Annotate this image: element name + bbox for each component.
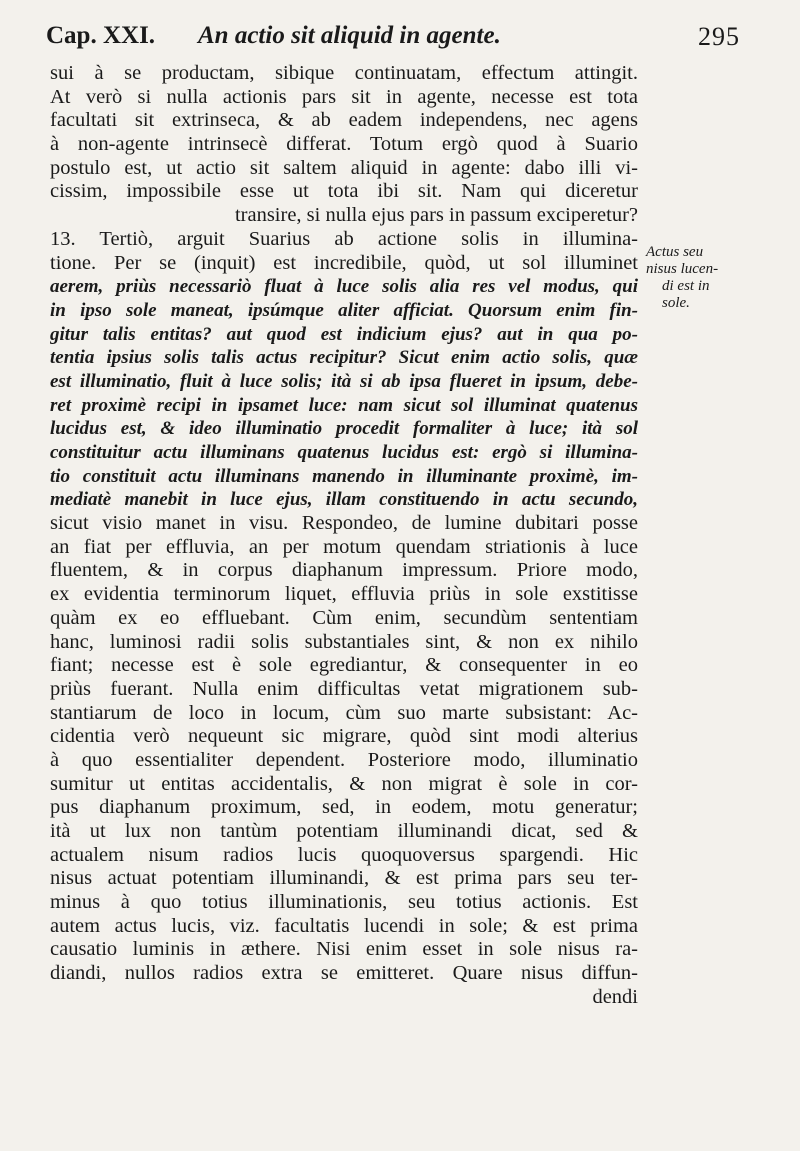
running-header	[46, 22, 740, 62]
text-line: gitur talis entitas? aut quod est indicium ejus? aut in qua po-	[50, 323, 638, 345]
text-line: tentia ipsius solis talis actus recipitur? Sicut enim actio solis, quæ	[50, 347, 638, 369]
text-line: actualem nisum radios lucis quoquoversus spargendi. Hic	[50, 843, 638, 866]
text-line: hanc, luminosi radii solis substantiales sint, & non ex nihilo	[50, 630, 638, 653]
text-line: stantiarum de loco in locum, cùm suo marte subsistant: Ac-	[50, 701, 638, 724]
text-line: tio constituit actu illuminans manendo in illuminante proximè, im-	[50, 465, 638, 487]
text-line: transire, si nulla ejus pars in passum exciperetur?	[234, 204, 638, 227]
text-line: diandi, nullos radios extra se emitteret. Quare nisus diffun-	[50, 962, 638, 985]
text-line: dendi	[592, 985, 638, 1008]
text-line: est illuminatio, fluit à luce solis; ità si ab ipsa flueret in ipsum, debe-	[50, 370, 638, 392]
text-line: causatio luminis in æthere. Nisi enim esset in sole nisus ra-	[50, 938, 638, 961]
body-text	[50, 62, 638, 1010]
text-line: ex evidentia terminorum liquet, effluvia priùs in sole exstitisse	[50, 583, 638, 606]
text-line: fiant; necesse est è sole egrediantur, & consequenter in eo	[50, 654, 638, 677]
text-line: 13. Tertiò, arguit Suarius ab actione solis in illumina-	[50, 227, 638, 250]
margin-note-line: Actus seu	[646, 244, 704, 260]
text-line: sicut visio manet in visu. Respondeo, de lumine dubitari posse	[50, 512, 638, 535]
text-line: in ipso sole maneat, ipsúmque aliter afficiat. Quorsum enim fin-	[50, 299, 638, 321]
text-line: quàm ex eo effluebant. Cùm enim, secundùm sententiam	[50, 606, 638, 629]
margin-note	[646, 244, 726, 312]
text-line: autem actus lucis, viz. facultatis lucendi in sole; & est prima	[50, 914, 638, 937]
text-line: an fiat per effluvia, an per motum quendam striationis à luce	[50, 535, 638, 558]
margin-note-line: nisus lucen-	[646, 261, 719, 277]
text-line: nisus actuat potentiam illuminandi, & est prima pars seu ter-	[50, 867, 638, 890]
text-line: tione. Per se (inquit) est incredibile, quòd, ut sol illuminet	[50, 251, 638, 274]
text-line: minus à quo totius illuminationis, seu totius actionis. Est	[50, 891, 638, 914]
text-line: constituitur actu illuminans quatenus lucidus est: ergò si illumina-	[50, 442, 638, 463]
text-line: pus diaphanum proximum, sed, in eodem, motu generatur;	[50, 796, 638, 819]
text-line: At verò si nulla actionis pars sit in agente, necesse est tota	[50, 85, 638, 108]
text-line: lucidus est, & ideo illuminatio procedit formaliter à luce; ità sol	[50, 418, 638, 440]
text-line: ità ut lux non tantùm potentiam illuminandi dicat, sed &	[50, 820, 638, 842]
text-line: sumitur ut entitas accidentalis, & non migrat è sole in cor-	[50, 772, 638, 795]
chapter-label: Cap. XXI.	[46, 22, 156, 49]
running-title: An actio sit aliquid in agente.	[198, 22, 501, 49]
text-line: à non-agente intrinsecè differat. Totum ergò quod à Suario	[50, 133, 638, 156]
text-line: postulo est, ut actio sit saltem aliquid in agente: dabo illi vi-	[50, 156, 638, 179]
text-line: fluentem, & in corpus diaphanum impressum. Priore modo,	[50, 559, 638, 582]
text-line: mediatè manebit in luce ejus, illam constituendo in actu secundo,	[50, 489, 638, 511]
text-line: aerem, priùs necessariò fluat à luce solis alia res vel modus, qui	[50, 276, 638, 298]
text-line: sui à se productam, sibique continuatam, effectum attingit.	[50, 62, 638, 84]
text-line: cidentia verò nequeunt sic migrare, quòd sint modi alterius	[50, 725, 638, 748]
text-line: cissim, impossibile esse ut tota ibi sit. Nam qui diceretur	[50, 180, 638, 203]
margin-note-line: sole.	[662, 295, 690, 311]
page-number: 295	[698, 22, 740, 51]
text-line: facultati sit extrinseca, & ab eadem independens, nec agens	[50, 109, 638, 132]
text-line: à quo essentialiter dependent. Posteriore modo, illuminatio	[50, 748, 638, 771]
text-line: ret proximè recipi in ipsamet luce: nam sicut sol illuminat quatenus	[50, 394, 638, 416]
margin-note-line: di est in	[662, 278, 710, 294]
text-line: priùs fuerant. Nulla enim difficultas vetat migrationem sub-	[50, 677, 638, 700]
